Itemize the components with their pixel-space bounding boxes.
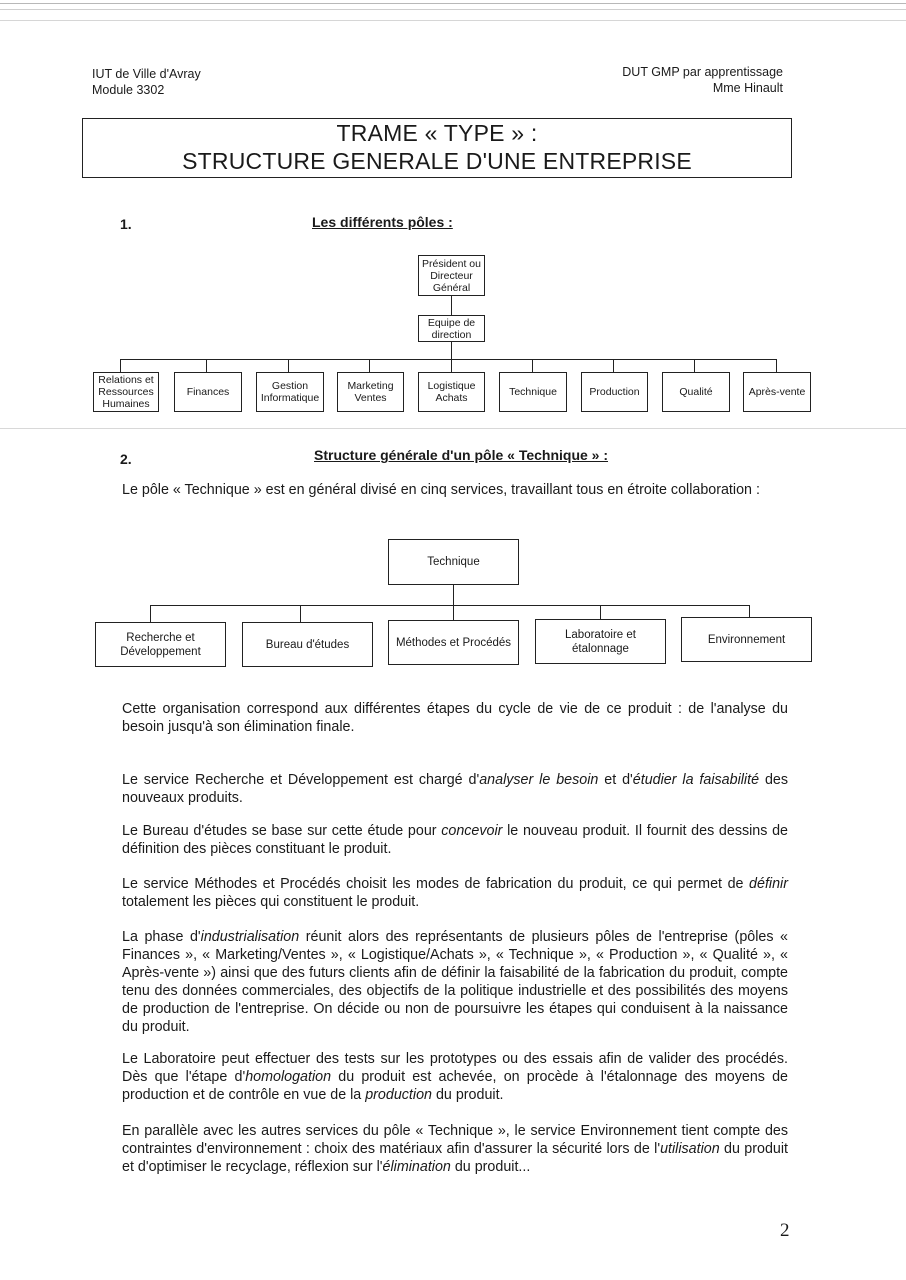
connector-drop (150, 605, 151, 622)
pole-box: Finances (174, 372, 242, 412)
header-right (622, 64, 783, 96)
pole-box: Après-vente (743, 372, 811, 412)
connector-drop (694, 359, 695, 372)
connector-drop (451, 359, 452, 372)
title-line-1: TRAME « TYPE » : (336, 120, 538, 146)
title-box (82, 118, 792, 178)
connector-drop (369, 359, 370, 372)
pole-box: Production (581, 372, 648, 412)
connector-line (451, 342, 452, 359)
paragraph-methodes: Le service Méthodes et Procédés choisit les modes de fabrication du produit, ce qui permet de définir totalement les pièces qui constituent le produit. (122, 876, 788, 910)
connector-drop (532, 359, 533, 372)
paragraph-rd: Le service Recherche et Développement est chargé d'analyser le besoin et d'étudier la faisabilité des nouveaux produits. (122, 772, 788, 806)
service-box: Bureau d'études (242, 622, 373, 667)
org-box-president: Président ou Directeur Général (418, 255, 485, 296)
connector-drop (600, 605, 601, 619)
scan-artifact-line (0, 9, 906, 10)
scan-artifact-line (0, 3, 906, 4)
pole-box: Relations et Ressources Humaines (93, 372, 159, 412)
header-left (92, 66, 201, 98)
section-2-heading: Structure générale d'un pôle « Technique » : (314, 447, 609, 463)
paragraph-cycle: Cette organisation correspond aux différentes étapes du cycle de vie de ce produit : de l'analyse du besoin jusqu'à son élimination finale. (122, 701, 788, 735)
title-line-2: STRUCTURE GENERALE D'UNE ENTREPRISE (182, 148, 692, 174)
technique-root-box: Technique (388, 539, 519, 585)
pole-box: Marketing Ventes (337, 372, 404, 412)
connector-line (451, 296, 452, 315)
pole-box: Gestion Informatique (256, 372, 324, 412)
connector-bus-line (120, 359, 776, 360)
teacher-name: Mme Hinault (712, 81, 783, 95)
connector-drop (749, 605, 750, 617)
scan-artifact-line (0, 428, 906, 429)
service-box: Environnement (681, 617, 812, 662)
pole-box: Qualité (662, 372, 730, 412)
connector-drop (613, 359, 614, 372)
section-2-intro: Le pôle « Technique » est en général divisé en cinq services, travaillant tous en étroite collaboration : (122, 482, 760, 498)
service-box: Laboratoire et étalonnage (535, 619, 666, 664)
school-name: IUT de Ville d'Avray (92, 67, 201, 81)
connector-drop (288, 359, 289, 372)
connector-bus-line (150, 605, 749, 606)
connector-drop (120, 359, 121, 372)
connector-drop (300, 605, 301, 622)
connector-drop (206, 359, 207, 372)
scan-artifact-line (0, 20, 906, 21)
connector-line (453, 585, 454, 605)
section-1-heading: Les différents pôles : (312, 214, 453, 230)
paragraph-bureau: Le Bureau d'études se base sur cette étude pour concevoir le nouveau produit. Il fournit des dessins de définition des pièces constituant le produit. (122, 823, 788, 857)
paragraph-environnement: En parallèle avec les autres services du pôle « Technique », le service Environnement tient compte des contraintes d'environnement : choix des matériaux afin d'assurer la sécurité lors de l'utilisation du produit et d'optimiser le recyclage, réflexion sur l'élimination du produit... (122, 1123, 788, 1175)
paragraph-laboratoire: Le Laboratoire peut effectuer des tests sur les prototypes ou des essais afin de valider des procédés. Dès que l'étape d'homologation du produit est achevée, on procède à l'étalonnage des moyens de production et de contrôle en vue de la production du produit. (122, 1051, 788, 1103)
pole-box: Technique (499, 372, 567, 412)
org-box-direction: Equipe de direction (418, 315, 485, 342)
pole-box: Logistique Achats (418, 372, 485, 412)
page-number: 2 (780, 1220, 790, 1241)
paragraph-industrialisation: La phase d'industrialisation réunit alors des représentants de plusieurs pôles de l'entreprise (pôles « Finances », « Marketing/Ventes », « Logistique/Achats », « Technique », « Production », « Qualité », « Après-vente ») ainsi que des futurs clients afin de définir la faisabilité de la fabrication du produit, compte tenu des données commerciales, des objectifs de la politique industrielle et des possibilités des moyens de production de l'entreprise. On décide ou non de poursuivre les étapes qui conduisent à la naissance du produit. (122, 929, 788, 1035)
module-code: Module 3302 (92, 83, 165, 97)
section-2-number: 2. (120, 451, 132, 467)
service-box: Recherche et Développement (95, 622, 226, 667)
course-name: DUT GMP par apprentissage (622, 65, 783, 79)
connector-drop (776, 359, 777, 372)
service-box: Méthodes et Procédés (388, 620, 519, 665)
section-1-number: 1. (120, 216, 132, 232)
